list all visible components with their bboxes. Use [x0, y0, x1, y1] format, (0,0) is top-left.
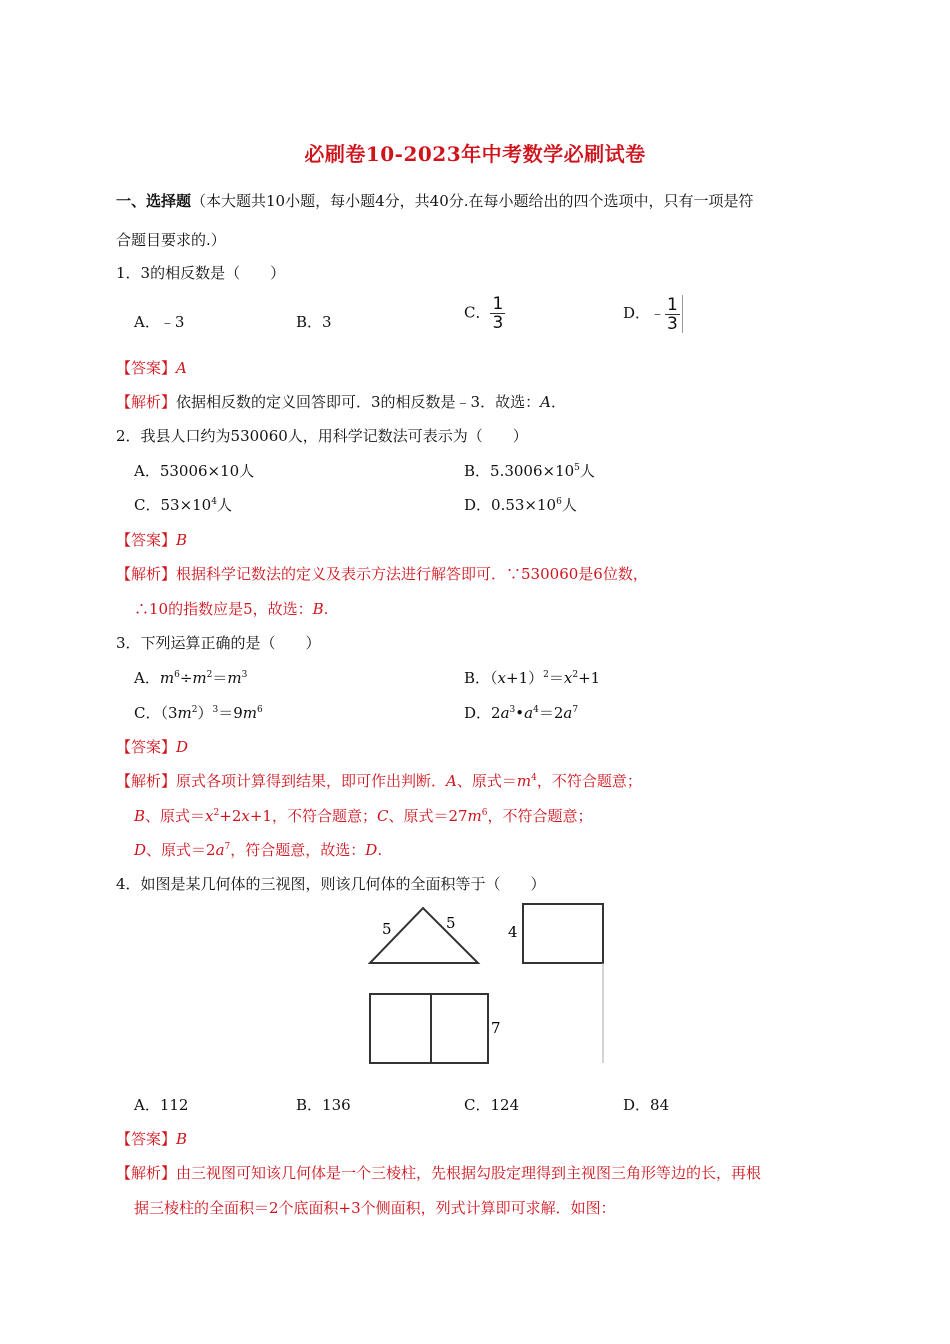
- q1-option-c: [464, 295, 505, 332]
- q2-option-a: A．53006×10人: [134, 462, 255, 480]
- q3-analysis-line3: D、原式$=2a^7$，符合题意，故选：D.: [134, 841, 383, 859]
- q4-option-b: B．136: [296, 1096, 351, 1114]
- q2-option-d: D．$0.53\times 10^6$人: [464, 496, 577, 514]
- q3-option-d: D．$2a^3•a^4=2a^7$: [464, 704, 579, 722]
- q1-option-b: B．3: [296, 313, 332, 331]
- section-intro-line1: （本大题共10小题，每小题4分，共40分.在每小题给出的四个选项中，只有一项是符: [191, 192, 754, 210]
- q2-answer: 【答案】B: [116, 531, 188, 549]
- top-view-rect: [370, 994, 488, 1063]
- q3-answer: 【答案】D: [116, 738, 189, 756]
- q1-stem: 1．3的相反数是（ ）: [116, 264, 286, 282]
- q3-stem: 3．下列运算正确的是（ ）: [116, 634, 321, 652]
- q1-analysis: 【解析】依据相反数的定义回答即可．3的相反数是﹣3．故选：A．: [116, 393, 566, 411]
- q3-analysis-line2: B、原式$=x^2+2x+1$，不符合题意；C、原式$=27m^6$，不符合题意；: [134, 807, 593, 825]
- three-view-figure: [360, 900, 620, 1070]
- q1-option-a: A．﹣3: [134, 313, 185, 331]
- q1-answer-value: A: [176, 359, 187, 377]
- q4-analysis-line2: 据三棱柱的全面积＝2个底面积+3个侧面积，列式计算即可求解．如图：: [134, 1199, 616, 1217]
- fig-label-4: 4: [508, 923, 518, 941]
- fig-label-7: 7: [491, 1019, 501, 1037]
- q1-option-d: [623, 295, 683, 333]
- q4-option-c: C．124: [464, 1096, 520, 1114]
- page-title: 必刷卷10-2023年中考数学必刷试卷: [304, 142, 646, 166]
- q3-option-a: A．$m^6\div m^2=m^3$: [134, 669, 248, 687]
- q3-analysis-line1: 【解析】原式各项计算得到结果，即可作出判断．A、原式$=m^4$，不符合题意；: [116, 772, 642, 790]
- q4-answer: 【答案】B: [116, 1130, 188, 1148]
- q2-option-b: B．$5.3006\times 10^5$人: [464, 462, 595, 480]
- q3-option-c: C．$(3m^2)^3=9m^6$: [134, 704, 263, 722]
- fraction-one-third: $\frac{1}{3}$: [492, 294, 504, 333]
- q4-option-d: D．84: [623, 1096, 670, 1114]
- q4-stem: 4．如图是某几何体的三视图，则该几何体的全面积等于（ ）: [116, 875, 546, 893]
- fig-label-5-left: 5: [382, 920, 392, 938]
- q2-stem: 2．我县人口约为530060人，用科学记数法可表示为（ ）: [116, 427, 528, 445]
- q1-answer: 【答案】A: [116, 359, 187, 377]
- fig-label-5-right: 5: [446, 914, 456, 932]
- q4-analysis-line1: 【解析】由三视图可知该几何体是一个三棱柱，先根据勾股定理得到主视图三角形等边的长，再根: [116, 1164, 762, 1182]
- section-intro-line2: 合题目要求的.）: [116, 231, 226, 249]
- q2-analysis-line1: 【解析】根据科学记数法的定义及表示方法进行解答即可．∵530060是6位数，: [116, 565, 648, 583]
- q4-option-a: A．112: [134, 1096, 189, 1114]
- q2-analysis-line2: ∴10的指数应是5，故选：B.: [134, 600, 329, 618]
- q3-option-b: B．$(x+1)^2=x^2+1$: [464, 669, 601, 687]
- q1-option-d-prefix: D．﹣: [623, 304, 666, 322]
- q1-option-c-prefix: C．: [464, 303, 491, 322]
- section-intro: [116, 190, 754, 211]
- fraction-one-third-neg: $\frac{1}{3}$: [667, 294, 678, 334]
- side-view-rect: [523, 904, 603, 963]
- q2-option-c: C．$53\times 10^4$人: [134, 496, 232, 514]
- section-heading: 一、选择题: [116, 192, 192, 210]
